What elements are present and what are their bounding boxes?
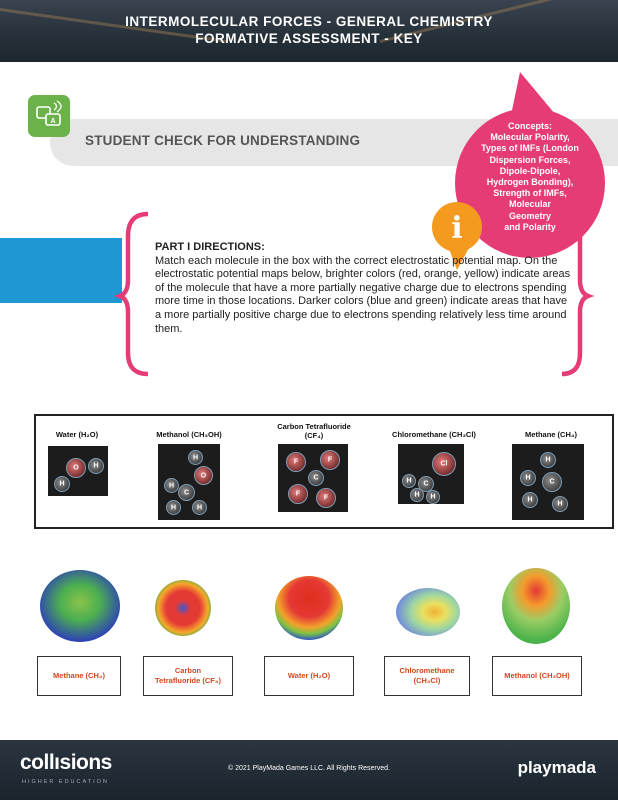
- collisions-logo: collısions: [20, 751, 112, 774]
- map-chloromethane: [396, 588, 460, 636]
- concept-line: Molecular: [508, 199, 551, 210]
- left-brace: [120, 214, 148, 374]
- atom-c: C: [308, 470, 324, 486]
- atom-c: C: [178, 484, 195, 501]
- answer-text: Carbon: [174, 666, 202, 675]
- atom-f: F: [316, 488, 336, 508]
- atom-h: H: [410, 488, 424, 502]
- molecule-model: [158, 444, 220, 520]
- molecule-label: Water (H₂O): [55, 430, 99, 439]
- molecule-model: [512, 444, 584, 520]
- directions-text: [155, 241, 575, 336]
- molecule-label: (CF₄): [304, 431, 324, 440]
- playmada-logo: playmada: [517, 758, 596, 777]
- footer: [0, 740, 618, 800]
- concept-line: Concepts:: [507, 121, 552, 131]
- molecule-model: [278, 444, 348, 512]
- concept-line: Geometry: [508, 210, 552, 221]
- atom-h: H: [166, 500, 181, 515]
- map-methane: [40, 570, 120, 642]
- answer-text: (CH₃Cl): [413, 676, 441, 685]
- atom-f: F: [286, 452, 306, 472]
- atom-h: H: [88, 458, 104, 474]
- atom-o: O: [194, 466, 213, 485]
- atom-h: H: [520, 470, 536, 486]
- atom-cl: Cl: [432, 452, 456, 476]
- atom-h: H: [540, 452, 556, 468]
- title-line-2: FORMATIVE ASSESSMENT - KEY: [195, 31, 423, 46]
- answer-text: Chloromethane: [399, 666, 455, 675]
- atom-c: C: [418, 476, 434, 492]
- info-glyph: i: [451, 211, 463, 246]
- atom-h: H: [522, 492, 538, 508]
- atom-h: H: [552, 496, 568, 512]
- atom-c: C: [542, 472, 562, 492]
- atom-h: H: [188, 450, 203, 465]
- atom-h: H: [402, 474, 416, 488]
- molecule-model: [398, 444, 464, 504]
- atom-h: H: [54, 476, 70, 492]
- directions-heading: PART I DIRECTIONS:: [155, 241, 265, 253]
- map-answer-carbon-tetrafluoride: [143, 656, 233, 696]
- map-methanol: [502, 568, 570, 644]
- molecule-label: Methanol (CH₃OH): [156, 430, 222, 439]
- answer-text: Methanol (CH₃OH): [504, 671, 570, 680]
- copyright-text: © 2021 PlayMada Games LLC. All Rights Reserved.: [228, 765, 390, 772]
- molecule-carbon-tetrafluoride: [264, 422, 364, 502]
- potential-maps: [0, 560, 618, 650]
- map-answer-methane: [37, 656, 121, 696]
- concept-line: Dispersion Forces,: [489, 154, 571, 165]
- answer-text: Water (H₂O): [287, 671, 331, 680]
- answer-text: Tetrafluoride (CF₄): [155, 676, 221, 685]
- map-carbon-tetrafluoride: [155, 580, 211, 636]
- atom-f: F: [288, 484, 308, 504]
- title-line-1: INTERMOLECULAR FORCES - GENERAL CHEMISTRY: [125, 14, 493, 29]
- atom-h: H: [192, 500, 207, 515]
- molecule-methanol: [146, 430, 232, 511]
- check-title: STUDENT CHECK FOR UNDERSTANDING: [85, 133, 361, 148]
- concept-line: Strength of IMFs,: [493, 188, 567, 199]
- directions-body: Match each molecule in the box with the correct electrostatic potential map. On the electrostatic potential maps below, brighter colors (red, orange, yellow) indicate areas of the molecule that have a more partially negative charge due to electrons spending more time in those locations. Darker colors (blue and green) indicate areas that have a more partially positive charge due to electrons spending relatively less time around them.: [155, 254, 571, 335]
- concept-line: Hydrogen Bonding),: [486, 177, 574, 188]
- answer-text: Methane (CH₄): [53, 671, 105, 680]
- atom-h: H: [164, 478, 179, 493]
- atom-h: H: [426, 490, 440, 504]
- concept-line: and Polarity: [504, 221, 556, 232]
- map-water: [275, 576, 343, 640]
- molecule-water: [44, 430, 110, 488]
- molecule-label: Methane (CH₄): [525, 430, 577, 439]
- map-answer-chloromethane: [384, 656, 470, 696]
- molecule-label: Carbon Tetrafluoride: [277, 422, 351, 431]
- molecule-box: [34, 414, 614, 529]
- svg-text:A: A: [50, 118, 56, 125]
- atom-f: F: [320, 450, 340, 470]
- molecule-label: Chloromethane (CH₃Cl): [392, 430, 476, 439]
- collisions-logo-subtitle: HIGHER EDUCATION: [22, 779, 109, 785]
- map-answer-water: [264, 656, 354, 696]
- molecule-chloromethane: [384, 430, 484, 501]
- molecule-model: [48, 446, 108, 496]
- concept-line: Types of IMFs (London: [481, 143, 579, 154]
- concept-line: Dipole-Dipole,: [499, 165, 561, 176]
- atom-o: O: [66, 458, 86, 478]
- molecule-methane: [506, 430, 596, 508]
- concept-line: Molecular Polarity,: [490, 132, 570, 143]
- map-answer-methanol: [492, 656, 582, 696]
